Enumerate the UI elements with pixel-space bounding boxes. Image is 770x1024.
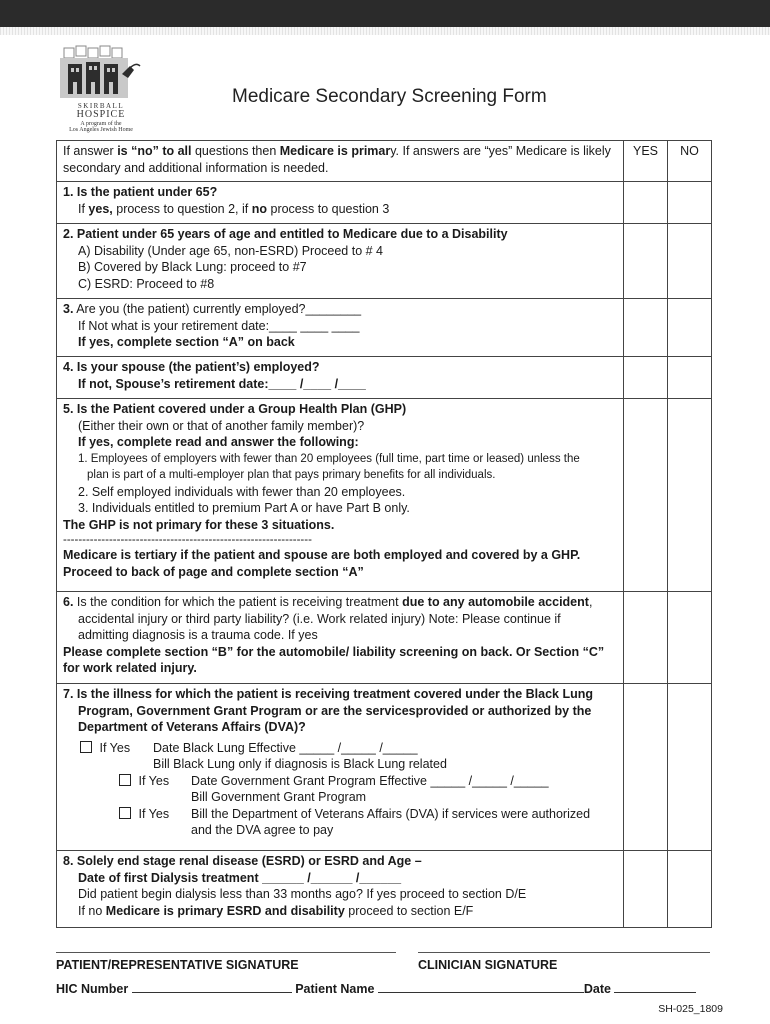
q5-line-3 [63,434,617,451]
q7-dva [63,806,617,823]
grant-checkbox[interactable] [119,774,131,786]
q6-line-1 [63,594,617,611]
q7-heading-3 [63,719,617,736]
q5-item-1: 1. Employees of employers with fewer than 20 employees (full time, part time or leased) unless the [78,452,580,465]
q1-yes: yes, [88,201,113,216]
hic-number-field[interactable] [132,981,292,993]
question-row-4 [57,357,712,399]
top-bar [0,0,770,27]
no-label: NO [680,144,699,158]
q4-line-2 [63,376,617,393]
question-1 [57,182,624,224]
q1-text: If [78,201,89,216]
logo-line-3: A program of the [80,121,122,127]
patient-signature-line[interactable] [56,952,396,953]
q8-text: proceed to section E/F [344,903,474,918]
yes-label: YES [632,144,658,158]
logo-line-2: HOSPICE [76,109,126,120]
question-7 [57,684,624,851]
q5-tertiary [63,547,617,564]
hospice-logo [58,44,144,136]
dva-checkbox[interactable] [119,807,131,819]
hic-label: HIC Number [56,982,129,996]
q8-primary: Medicare is primary ESRD and disability [105,903,345,918]
intro-bold-primary: Medicare is primar [279,144,391,158]
q3-line-1 [63,301,617,318]
q2-heading [63,226,617,243]
q7-grant-date: Date Government Grant Program Effective _____ /_____ /_____ [191,773,549,788]
question-2 [57,224,624,299]
q3-yes-box[interactable] [624,299,668,357]
q8-line-3: Did patient begin dialysis less than 33 months ago? If yes proceed to section D/E [78,887,527,901]
q3-no-box[interactable] [668,299,712,357]
q7-black-lung [63,740,617,757]
q8-text: If no [78,903,106,918]
question-8 [57,851,624,928]
q7-dva-bill: Bill the Department of Veterans Affairs (DVA) if services were authorized [191,806,591,821]
patient-name-field[interactable] [378,981,584,993]
patient-signature-label: PATIENT/REPRESENTATIVE SIGNATURE [56,958,299,972]
q5-not-primary-text: The GHP is not primary for these 3 situations. [63,517,335,532]
question-row-7 [57,684,712,851]
patient-name-label: Patient Name [295,982,375,996]
q7-black-lung-bill: Bill Black Lung only if diagnosis is Black Lung related [153,757,447,771]
q6-line-5 [63,660,617,677]
q5-tertiary-2: Proceed to back of page and complete section “A” [63,564,364,579]
q5-tertiary-1: Medicare is tertiary if the patient and spouse are both employed and covered by a GHP. [63,548,581,562]
yes-header [624,141,668,182]
q5-instruction: If yes, complete read and answer the following: [78,435,359,449]
q1-line [63,201,617,218]
intro-text: y. If answers are “yes” Medicare is likely secondary and additional information is needed. [63,144,611,175]
intro-bold-no: is “no” to all [117,144,192,158]
q2-head: 2. Patient under 65 years of age and entitled to Medicare due to a Disability [63,227,508,241]
logo-line-4: Los Angeles Jewish Home [69,127,133,133]
q4-head: 4. Is your spouse (the patient’s) employed? [63,360,320,374]
top-hatch-strip [0,27,770,35]
q1-text: process to question 3 [267,201,390,216]
q5-head: 5. Is the Patient covered under a Group Health Plan (GHP) [63,402,407,416]
q7-yes-box[interactable] [624,684,668,851]
q1-yes-box[interactable] [624,182,668,224]
logo-buildings-icon [58,44,144,102]
question-5 [57,399,624,592]
q2-yes-box[interactable] [624,224,668,299]
q6-comma: , [588,595,593,609]
q5-item-3: 3. Individuals entitled to premium Part A or have Part B only. [78,501,410,515]
q6-accident: due to any automobile accident [402,595,589,609]
screening-table [56,140,712,928]
question-row-8 [57,851,712,928]
question-row-1 [57,182,712,224]
intro-cell [57,141,624,182]
q7-head-3: Department of Veterans Affairs (DVA)? [78,720,306,734]
q2-option-a: A) Disability (Under age 65, non-ESRD) Proceed to # 4 [78,243,384,258]
date-field[interactable] [614,981,696,993]
q5-heading [63,401,617,418]
q8-heading [63,853,617,870]
q7-grant [63,773,617,790]
q1-heading [63,184,617,201]
question-row-6 [57,592,712,684]
black-lung-checkbox[interactable] [80,741,92,753]
q5-yes-box[interactable] [624,399,668,592]
q3-instruction: If yes, complete section “A” on back [78,335,295,349]
no-header [668,141,712,182]
q6-no-box[interactable] [668,592,712,684]
question-row-5 [57,399,712,592]
q7-black-lung-date: Date Black Lung Effective _____ /_____ /_____ [153,740,418,755]
q5-divider: ----------------------------------------------------------------- [63,534,312,546]
q8-head: 8. Solely end stage renal disease (ESRD) or ESRD and Age – [63,854,422,868]
q3-retirement: If Not what is your retirement date:____ ____ ____ [78,318,360,333]
q7-if-yes: If Yes [138,773,170,788]
q8-yes-box[interactable] [624,851,668,928]
q2-option-c: C) ESRD: Proceed to #8 [78,276,215,291]
q7-grant-bill: Bill Government Grant Program [191,790,367,804]
q5-tertiary-b [63,564,617,581]
intro-text: questions then [191,144,280,158]
q6-line-2: accidental injury or third party liability? (i.e. Work related injury) Note: Please continue if [78,611,561,626]
q7-heading-2 [63,703,617,720]
q4-yes-box[interactable] [624,357,668,399]
q8-line-2 [63,870,617,887]
q5-line-2: (Either their own or that of another family member)? [78,418,365,433]
question-6 [57,592,624,684]
q1-no-box[interactable] [668,182,712,224]
q6-line-3: admitting diagnosis is a trauma code. If yes [78,628,318,642]
q1-head: 1. Is the patient under 65? [63,185,218,199]
q4-heading [63,359,617,376]
q1-text: process to question 2, if [112,201,252,216]
q6-work-injury: for work related injury. [63,661,197,675]
q1-no: no [251,201,268,216]
q6-yes-box[interactable] [624,592,668,684]
q5-no-box[interactable] [668,399,712,592]
q3-line-3 [63,334,617,351]
q4-no-box[interactable] [668,357,712,399]
question-4 [57,357,624,399]
q5-item-1-cont: plan is part of a multi-employer plan that pays primary benefits for all individuals. [87,469,496,481]
q8-no-box[interactable] [668,851,712,928]
question-row-2 [57,224,712,299]
q6-text: Is the condition for which the patient is receiving treatment [73,595,403,609]
q8-dialysis-date: Date of first Dialysis treatment ______ /______ /______ [78,870,402,885]
header-row [57,141,712,182]
q6-section-b: Please complete section “B” for the automobile/ liability screening on back. Or Section “C” [63,644,605,659]
q6-number: 6. [63,595,74,609]
q7-head-1: 7. Is the illness for which the patient is receiving treatment covered under the Black Lung [63,687,593,701]
intro-text: If answer [63,144,118,158]
q7-head-2: Program, Government Grant Program or are the servicesprovided or authorized by the [78,703,592,718]
q3-text: Are you (the patient) currently employed?________ [73,302,362,316]
clinician-signature-line[interactable] [418,952,710,953]
question-row-3 [57,299,712,357]
clinician-signature-label: CLINICIAN SIGNATURE [418,958,558,972]
q4-retirement: If not, Spouse’s retirement date:____ /____ /____ [78,376,366,391]
id-row [56,981,696,996]
q7-if-yes: If Yes [138,806,170,821]
q3-number: 3. [63,302,74,316]
q7-dva-agree: and the DVA agree to pay [191,823,334,837]
q7-no-box[interactable] [668,684,712,851]
question-3 [57,299,624,357]
q7-heading-1 [63,686,617,703]
q5-item-2: 2. Self employed individuals with fewer than 20 employees. [78,484,406,499]
form-code: SH-025_1809 [658,1003,723,1015]
page-title: Medicare Secondary Screening Form [232,86,547,107]
q8-line-4 [63,903,617,920]
q5-not-primary [63,517,617,534]
q2-no-box[interactable] [668,224,712,299]
q2-option-b: B) Covered by Black Lung: proceed to #7 [78,260,307,274]
q6-line-4 [63,644,617,661]
date-label: Date [583,982,611,996]
logo-line-1: SKIRBALL [77,102,125,110]
q7-if-yes: If Yes [99,740,131,755]
